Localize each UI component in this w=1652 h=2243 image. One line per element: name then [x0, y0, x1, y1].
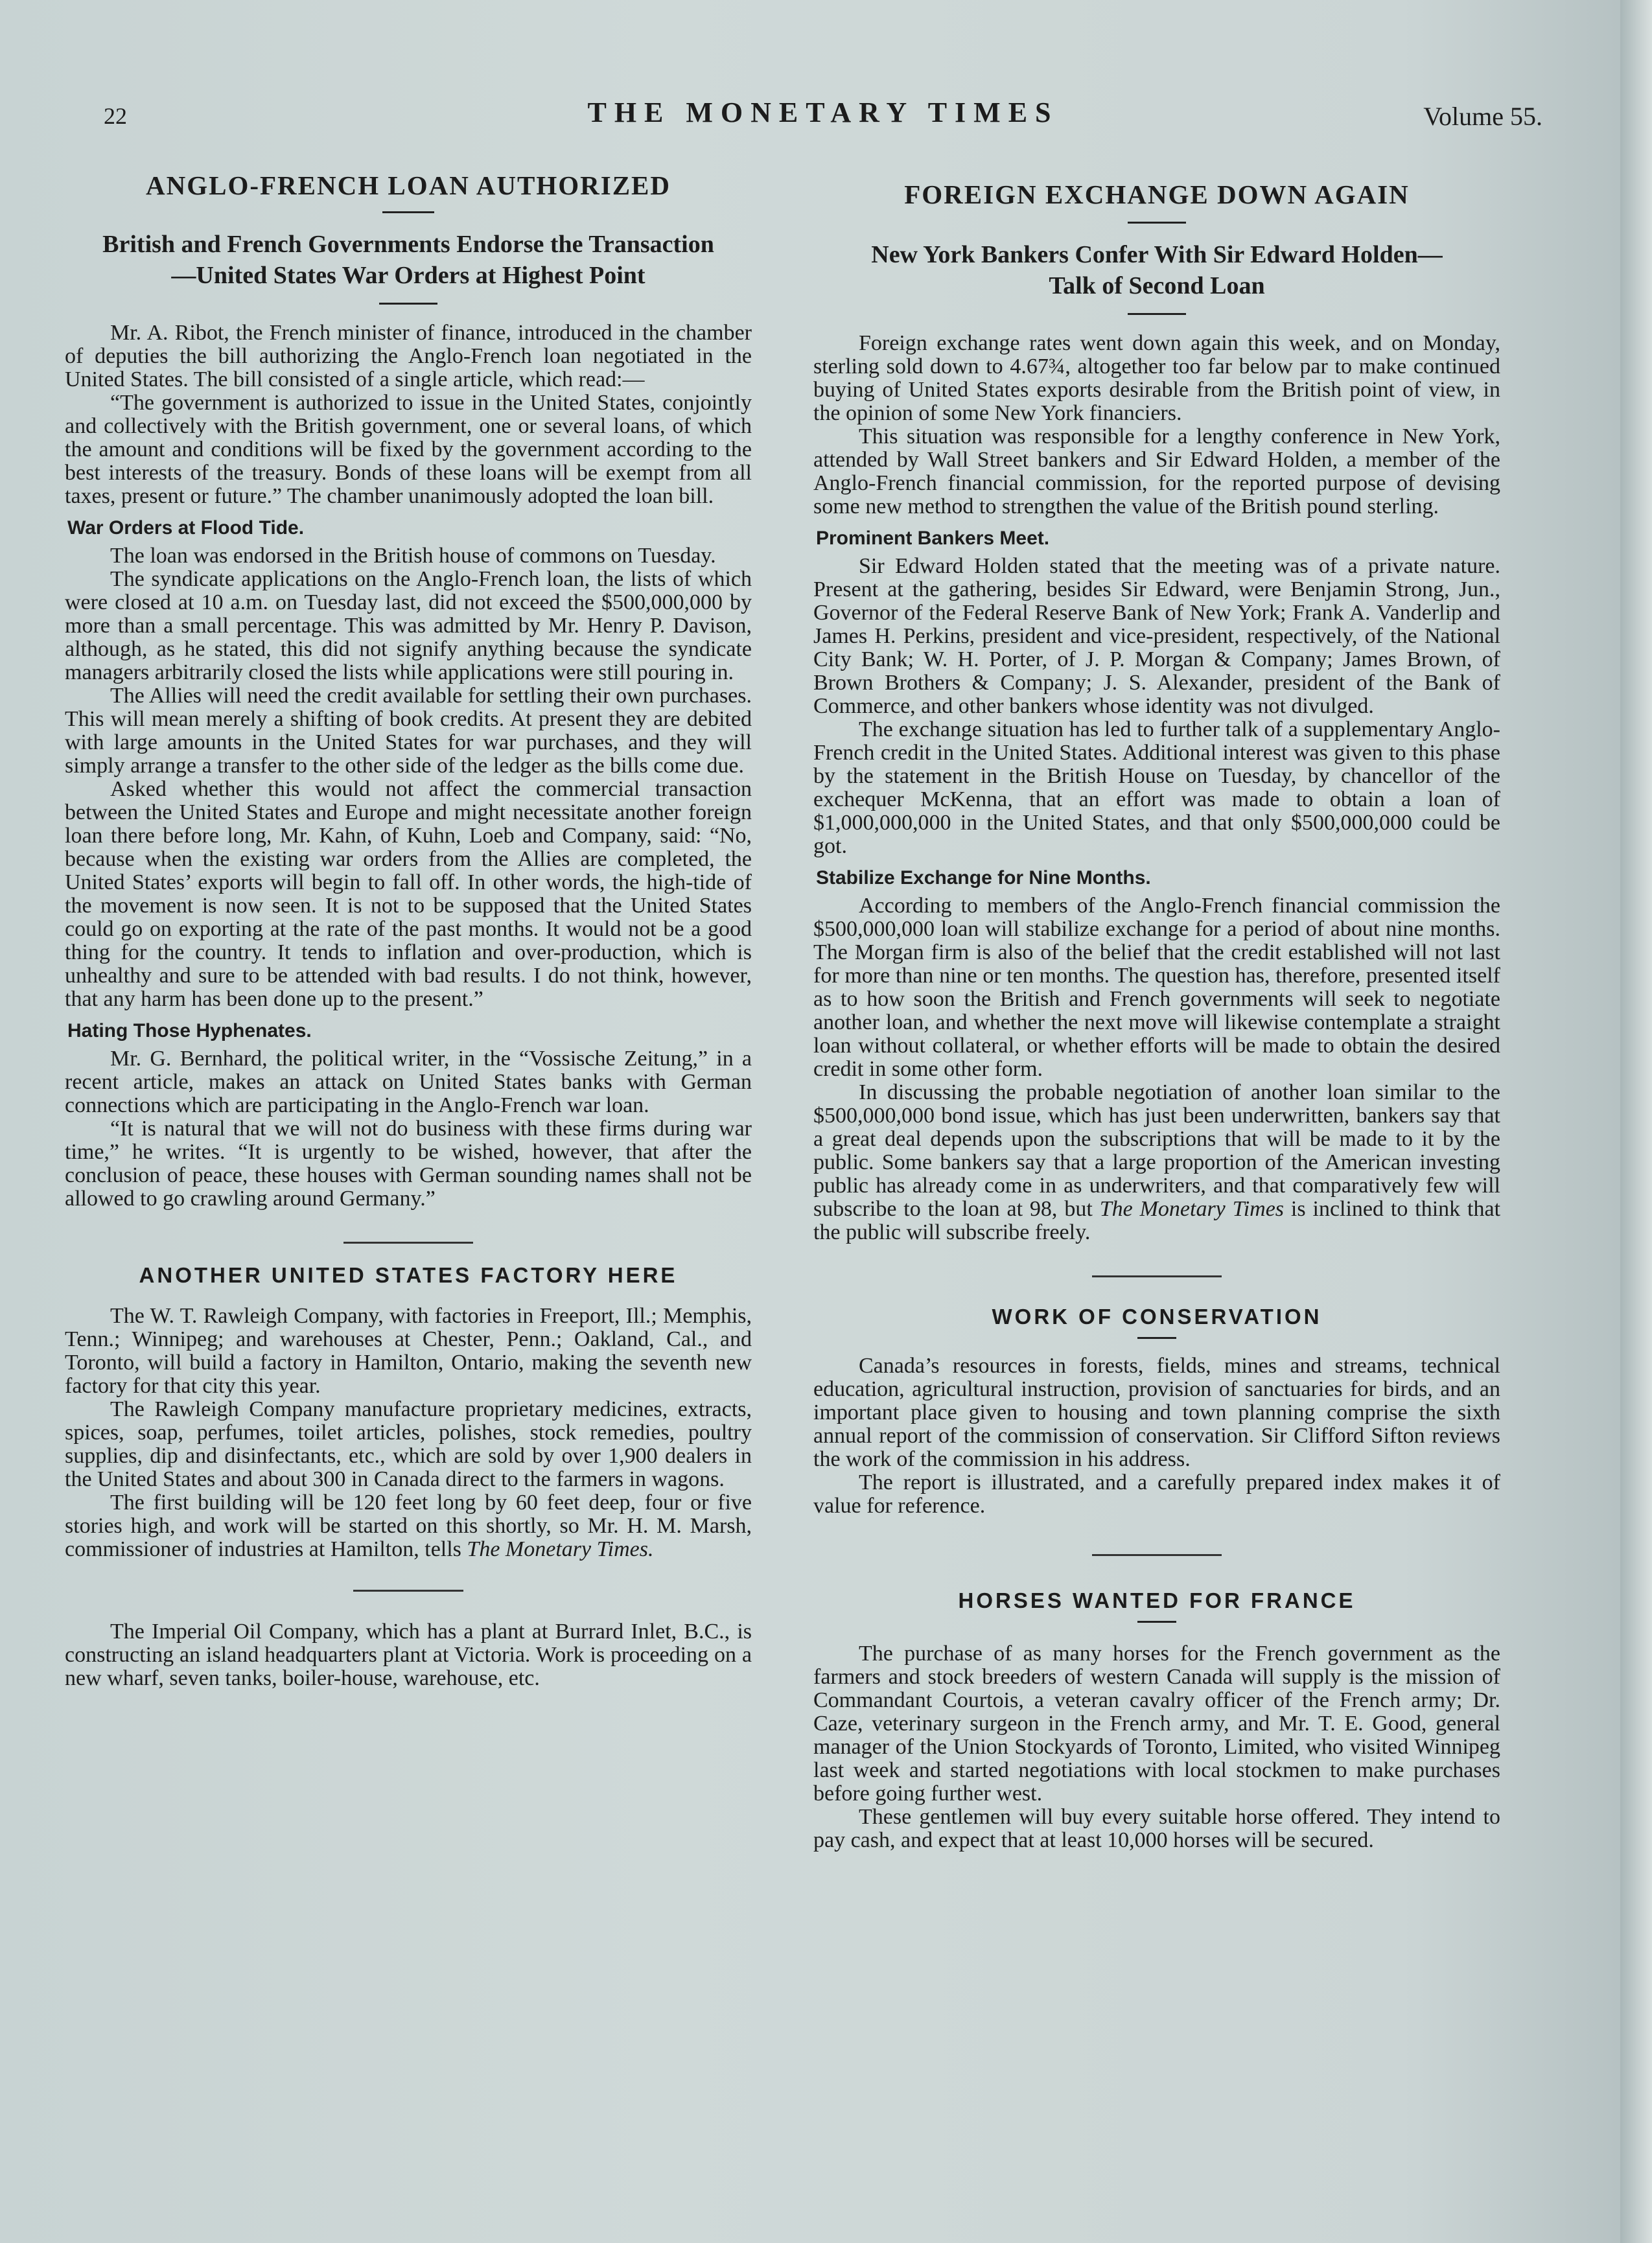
article-title: ANGLO-FRENCH LOAN AUTHORIZED — [145, 170, 671, 200]
article-anglo-french-loan — [65, 170, 752, 1211]
paragraph-text: is inclined to think that the public will subscribe freely. — [813, 1197, 1501, 1244]
spacer — [65, 1211, 752, 1242]
section-divider — [1092, 1275, 1222, 1277]
section-heading: War Orders at Flood Tide. — [67, 517, 305, 539]
spacer — [65, 1561, 752, 1590]
subtitle-line: —United States War Orders at Highest Point — [171, 262, 646, 289]
paragraph: Canada’s resources in forests, fields, mines and streams, technical education, agricultural instruction, provision of sanctuaries for birds, and an important place given to housing and town planning comprise the sixth annual report of the commission of conservation. Sir Clifford Sifton reviews the work of the commission in his address. — [813, 1354, 1500, 1471]
paragraph-text: In discussing the probable negotiation of another loan similar to the $500,000,000 bond issue, which has just been underwritten, bankers say that a great deal depends upon the subscriptions that will be made to it by the public. Some bankers say that a large proportion of the American investing public has already come in as underwriters, and that comparatively few will subscribe to the loan at 98, but — [813, 1080, 1500, 1221]
page-number: 22 — [104, 103, 127, 129]
volume-label: Volume 55. — [1423, 102, 1542, 131]
paragraph: The syndicate applications on the Anglo-French loan, the lists of which were closed at 10 a.m. on Tuesday last, did not exceed the $500,000,000 by more than a small percentage. This was admitted by Mr. Henry P. Davison, although, as he stated, this did not signify anything because the syndicate managers arbitrarily closed the lists while applications were still pouring in. — [65, 567, 752, 684]
paragraph: “The government is authorized to issue in the United States, conjointly and collectively with the British government, one or several loans, of which the amount and conditions will be fixed by the government according to the best interests of the treasury. Bonds of these loans will be exempt from all taxes, present or future.” The chamber unanimously adopted the loan bill. — [65, 391, 752, 508]
publication-name: The Monetary Times. — [467, 1537, 654, 1561]
paragraph: According to members of the Anglo-French financial commission the $500,000,000 loan will stabilize exchange for a period of about nine months. The Morgan firm is also of the belief that the credit established will not last for more than nine or ten months. The question has, therefore, presented itself as to how soon the British and French governments will seek to negotiate another loan, and whether the next move will likewise contemplate a straight loan without collateral, or whether efforts will be made to obtain the desired credit in some other form. — [813, 894, 1500, 1081]
article-rawleigh-factory — [65, 1263, 752, 1561]
title-rule — [1137, 1621, 1176, 1623]
paragraph: “It is natural that we will not do business with these firms during war time,” he writes. “It is urgently to be wished, however, that after the conclusion of peace, these houses with German sounding names shall not be allowed to go crawling around Germany.” — [65, 1117, 752, 1211]
paragraph: The exchange situation has led to further talk of a supplementary Anglo-French credit in the United States. Additional interest was given to this phase by the statement in the British House on Tuesday, by chancellor of the exchequer McKenna, that an effort was made to obtain a loan of $1,000,000,000 in the United States, and that only $500,000,000 could be got. — [813, 717, 1500, 858]
paragraph: These gentlemen will buy every suitable horse offered. They intend to pay cash, and expect that at least 10,000 horses will be secured. — [813, 1805, 1500, 1852]
article-imperial-oil — [65, 1620, 752, 1690]
paragraph: The report is illustrated, and a carefully prepared index makes it of value for reference. — [813, 1470, 1500, 1518]
section-divider — [1092, 1554, 1222, 1556]
article-title: FOREIGN EXCHANGE DOWN AGAIN — [904, 180, 1410, 209]
article-subtitle — [813, 239, 1500, 301]
paragraph: The W. T. Rawleigh Company, with factories in Freeport, Ill.; Memphis, Tenn.; Winnipeg; and warehouses at Chester, Penn.; Oakland, Cal., and Toronto, will build a factory in Hamilton, Ontario, making the seventh new factory for that city this year. — [65, 1304, 752, 1398]
paragraph — [813, 1081, 1500, 1244]
paragraph: Mr. A. Ribot, the French minister of finance, introduced in the chamber of deputies the bill authorizing the Anglo-French loan negotiated in the United States. The bill consisted of a single article, which read:— — [65, 321, 752, 391]
section-heading: Hating Those Hyphenates. — [67, 1020, 312, 1041]
subtitle-rule — [1128, 313, 1186, 315]
paragraph — [65, 1491, 752, 1561]
article-subtitle — [65, 229, 752, 291]
article-title: ANOTHER UNITED STATES FACTORY HERE — [139, 1263, 678, 1287]
subtitle-line: Talk of Second Loan — [1049, 272, 1265, 299]
paragraph-text: The first building will be 120 feet long by 60 feet deep, four or five stories high, and work will be started on this shortly, so Mr. H. M. Marsh, commissioner of industries at Hamilton, tells — [65, 1491, 752, 1561]
paragraph: The Imperial Oil Company, which has a plant at Burrard Inlet, B.C., is constructing an island headquarters plant at Victoria. Work is proceeding on a new wharf, seven tanks, boiler-house, warehouse, etc. — [65, 1620, 752, 1690]
article-foreign-exchange — [813, 179, 1500, 1244]
title-rule — [1137, 1337, 1176, 1339]
article-title: HORSES WANTED FOR FRANCE — [958, 1588, 1356, 1612]
paragraph: Foreign exchange rates went down again this week, and on Monday, sterling sold down to 4.67¾, altogether too far below par to make continued buying of United States exports desirable from the British point of view, in the opinion of some New York financiers. — [813, 331, 1500, 425]
section-divider — [343, 1242, 473, 1244]
publication-name: The Monetary Times — [1099, 1197, 1285, 1221]
paragraph: This situation was responsible for a lengthy conference in New York, attended by Wall Street bankers and Sir Edward Holden, a member of the Anglo-French financial commission, for the reported purpose of devising some new method to strengthen the value of the British pound sterling. — [813, 424, 1500, 518]
page-header — [104, 96, 1542, 141]
subtitle-line: New York Bankers Confer With Sir Edward Holden— — [871, 241, 1443, 268]
article-conservation — [813, 1305, 1500, 1518]
paragraph: Asked whether this would not affect the commercial transaction between the United States and Europe and might necessitate another foreign loan there before long, Mr. Kahn, of Kuhn, Loeb and Company, said: “No, because when the existing war orders from the Allies are completed, the United States’ exports will begin to fall off. In other words, the high-tide of the movement is now seen. It is not to be supposed that the United States could go on exporting at the rate of the past months. It would not be a good thing for the country. It tends to inflation and over-production, which is unhealthy and sure to be attended with bad results. I do not think, however, that any harm has been done up to the present.” — [65, 777, 752, 1011]
subtitle-rule — [379, 303, 437, 305]
spacer — [65, 1592, 752, 1620]
left-column — [65, 162, 752, 1690]
paragraph: Mr. G. Bernhard, the political writer, in the “Vossische Zeitung,” in a recent article, makes an attack on United States banks with German connections which are participating in the Anglo-French war loan. — [65, 1047, 752, 1117]
paragraph: The Rawleigh Company manufacture proprietary medicines, extracts, spices, soap, perfumes, toilet articles, polishes, stock remedies, poultry supplies, dip and disinfectants, etc., which are sold by over 1,900 dealers in the United States and about 300 in Canada direct to the farmers in wagons. — [65, 1397, 752, 1491]
article-title: WORK OF CONSERVATION — [992, 1305, 1322, 1329]
paragraph: The purchase of as many horses for the French government as the farmers and stock breeders of western Canada will supply is the mission of Commandant Courtois, a veteran cavalry officer of the French army; Dr. Caze, veterinary surgeon in the French army, and Mr. T. E. Good, general manager of the Union Stockyards of Toronto, Limited, who visited Winnipeg last week and started negotiations with local stockmen to make purchases before going further west. — [813, 1642, 1500, 1806]
section-heading: Stabilize Exchange for Nine Months. — [816, 867, 1151, 889]
subtitle-line: British and French Governments Endorse the Transaction — [102, 231, 714, 258]
title-rule — [382, 211, 434, 213]
article-horses-france — [813, 1588, 1500, 1852]
page-edge — [1620, 0, 1652, 2243]
title-rule — [1128, 222, 1186, 224]
masthead: THE MONETARY TIMES — [587, 97, 1059, 128]
section-heading: Prominent Bankers Meet. — [816, 528, 1050, 549]
paragraph: The loan was endorsed in the British house of commons on Tuesday. — [110, 544, 716, 568]
paragraph: Sir Edward Holden stated that the meeting was of a private nature. Present at the gathering, besides Sir Edward, were Benjamin Strong, Jun., Governor of the Federal Reserve Bank of New York; Frank A. Vanderlip and James H. Perkins, president and vice-president, respectively, of the National City Bank; W. H. Porter, of J. P. Morgan & Company; James Brown, of Brown Brothers & Company; J. S. Alexander, president of the Bank of Commerce, and other bankers whose identity was not divulged. — [813, 554, 1500, 718]
spacer — [813, 1244, 1500, 1275]
right-column — [813, 162, 1500, 1852]
paragraph: The Allies will need the credit available for settling their own purchases. This will mean merely a shifting of book credits. At present they are debited with large amounts in the United States for war purchases, and they will simply arrange a transfer to the other side of the ledger as the bills come due. — [65, 684, 752, 778]
spacer — [813, 1518, 1500, 1554]
